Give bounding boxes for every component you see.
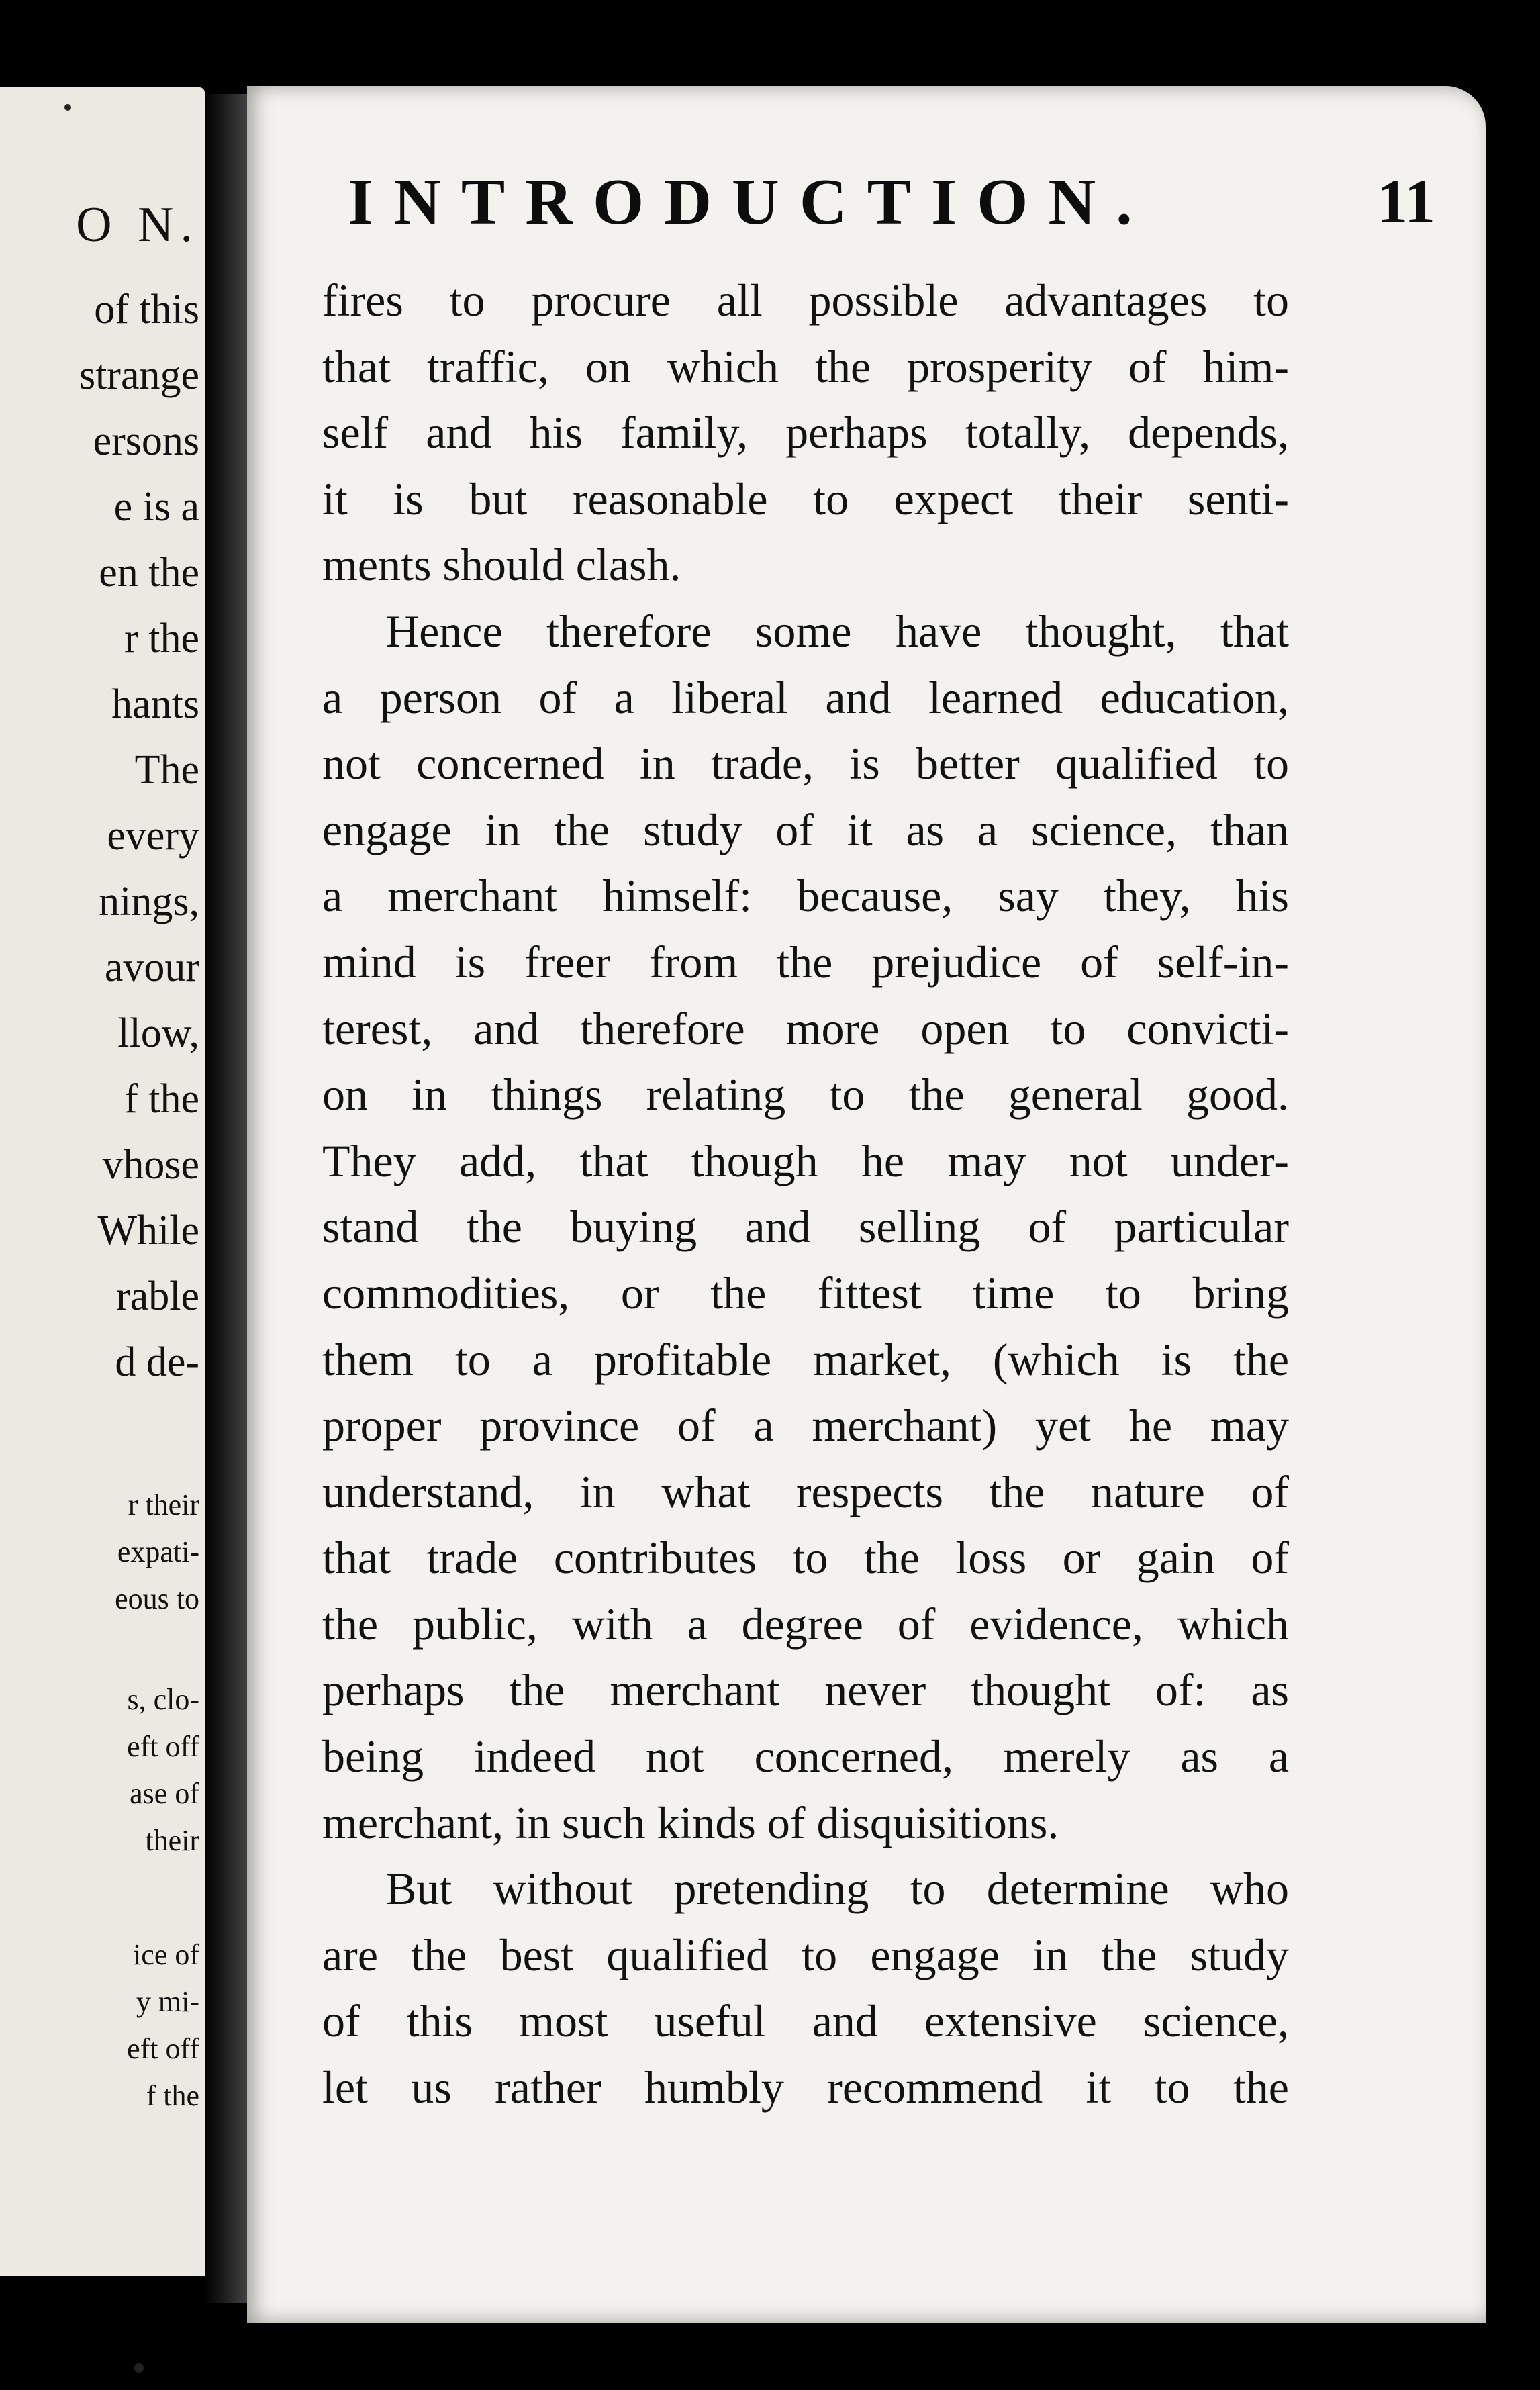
page-number: 11 xyxy=(1377,167,1435,236)
text-line: it is but reasonable to expect their senti- xyxy=(322,473,1289,524)
text-line: perhaps the merchant never thought of: as xyxy=(322,1664,1289,1716)
left-text-line: of this xyxy=(94,287,199,332)
left-text-line: avour xyxy=(104,945,199,990)
text-line: But without pretending to determine who xyxy=(386,1863,1289,1915)
left-footnote-line: y mi- xyxy=(136,1985,199,2018)
text-line: that trade contributes to the loss or gain of xyxy=(322,1532,1289,1584)
text-line: fires to procure all possible advantages to xyxy=(322,275,1289,326)
left-footnote-line: r their xyxy=(128,1488,199,1521)
text-line: commodities, or the fittest time to bring xyxy=(322,1267,1289,1319)
left-text-line: ersons xyxy=(93,418,199,464)
left-text-line: llow, xyxy=(117,1010,199,1056)
speck xyxy=(134,2363,144,2373)
left-text-line: d de- xyxy=(115,1339,199,1385)
text-line: stand the buying and selling of particular xyxy=(322,1201,1289,1253)
left-footnote-line: eft off xyxy=(127,1730,199,1763)
text-line: them to a profitable market, (which is the xyxy=(322,1333,1289,1385)
text-line: self and his family, perhaps totally, depends, xyxy=(322,407,1289,459)
left-footnote-line: ase of xyxy=(130,1777,199,1810)
left-text-line: every xyxy=(107,813,199,859)
text-line: merchant, in such kinds of disquisitions. xyxy=(322,1797,1059,1848)
left-text-line: en the xyxy=(99,550,199,595)
left-text-line: While xyxy=(97,1208,199,1253)
text-line: terest, and therefore more open to convicti- xyxy=(322,1002,1289,1054)
left-footnote-line: their xyxy=(145,1824,199,1857)
left-page-fragment xyxy=(0,87,205,2276)
speck xyxy=(64,104,71,111)
text-line: not concerned in trade, is better qualified to xyxy=(322,738,1289,790)
text-line: understand, in what respects the nature of xyxy=(322,1466,1289,1517)
left-text-line: e is a xyxy=(113,484,199,530)
text-line: that traffic, on which the prosperity of him- xyxy=(322,340,1289,392)
text-line: a person of a liberal and learned education, xyxy=(322,671,1289,723)
right-page xyxy=(247,86,1486,2323)
text-line: of this most useful and extensive science, xyxy=(322,1995,1289,2047)
left-text-line: vhose xyxy=(102,1142,199,1188)
left-footnote-line: ice of xyxy=(133,1938,199,1971)
left-text-line: rable xyxy=(116,1274,199,1319)
left-text-line: r the xyxy=(124,616,199,661)
text-line: the public, with a degree of evidence, which xyxy=(322,1598,1289,1650)
text-line: a merchant himself: because, say they, his xyxy=(322,870,1289,922)
left-text-line: f the xyxy=(124,1076,199,1122)
running-head xyxy=(348,166,1435,247)
body-text xyxy=(322,267,1289,2121)
book-gutter-shadow xyxy=(205,94,248,2303)
left-footnote-line: expati- xyxy=(117,1535,199,1568)
text-line: engage in the study of it as a science, than xyxy=(322,804,1289,855)
text-line: being indeed not concerned, merely as a xyxy=(322,1731,1289,1782)
text-line: are the best qualified to engage in the study xyxy=(322,1929,1289,1980)
left-text-line: nings, xyxy=(99,879,199,924)
left-text-line: hants xyxy=(111,681,199,727)
text-line: on in things relating to the general good. xyxy=(322,1069,1289,1120)
left-text-line: strange xyxy=(79,352,199,398)
text-line: let us rather humbly recommend it to the xyxy=(322,2062,1289,2113)
running-title: INTRODUCTION. xyxy=(348,166,1153,238)
left-footnote-line: f the xyxy=(146,2079,199,2112)
left-footnote-line: eft off xyxy=(127,2032,199,2065)
left-text-line: The xyxy=(134,747,199,793)
left-footnote-line: eous to xyxy=(115,1582,199,1615)
text-line: Hence therefore some have thought, that xyxy=(386,605,1289,657)
left-page-header: O N. xyxy=(76,197,199,252)
text-line: They add, that though he may not under- xyxy=(322,1135,1289,1186)
text-line: mind is freer from the prejudice of self-in- xyxy=(322,936,1289,988)
left-footnote-line: s, clo- xyxy=(127,1683,199,1716)
text-line: proper province of a merchant) yet he may xyxy=(322,1400,1289,1451)
text-line: ments should clash. xyxy=(322,539,681,591)
